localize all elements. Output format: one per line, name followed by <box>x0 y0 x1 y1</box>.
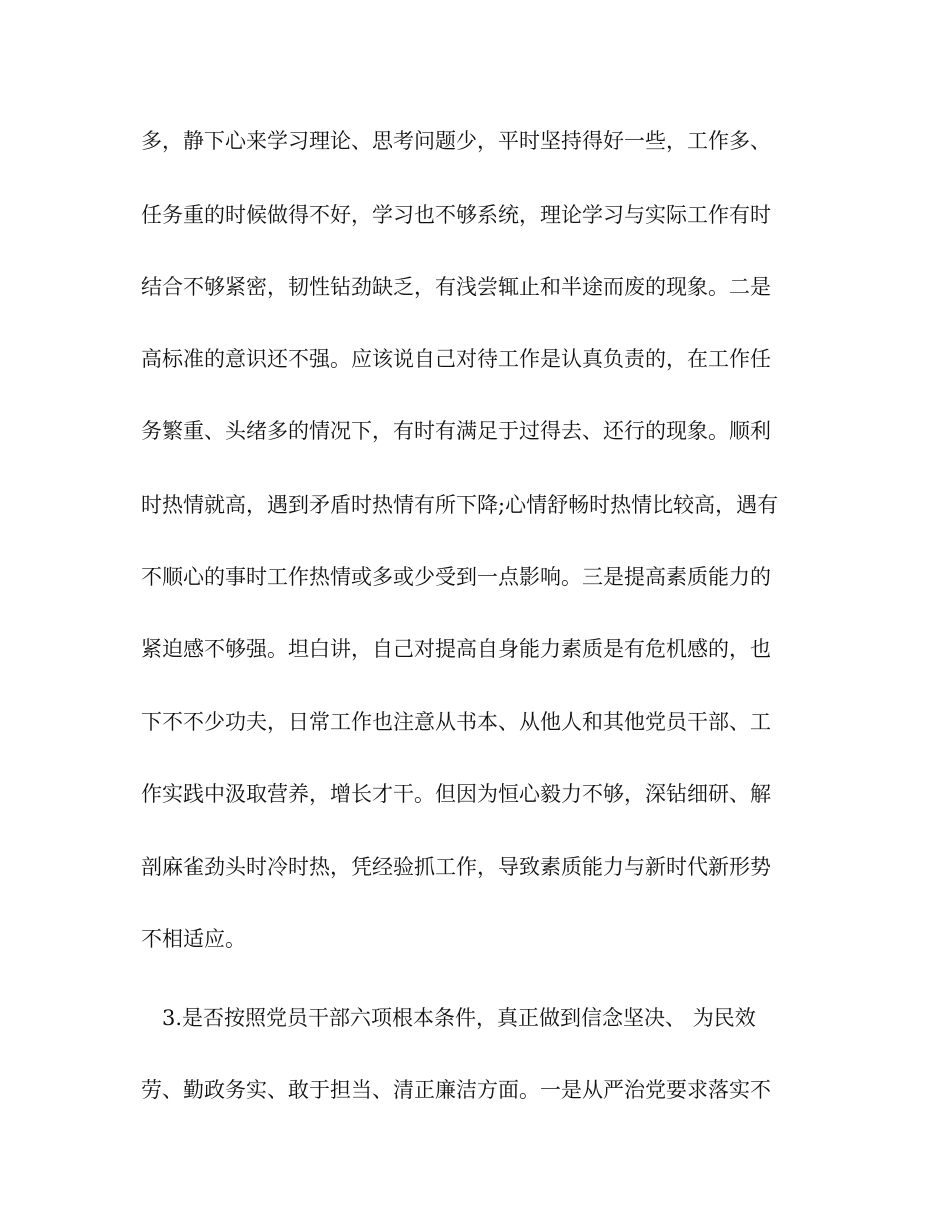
text-line: 时热情就高，遇到矛盾时热情有所下降;心情舒畅时热情比较高，遇有 <box>141 493 779 517</box>
text-line: 剖麻雀劲头时冷时热，凭经验抓工作，导致素质能力与新时代新形势 <box>141 855 771 879</box>
text-line: 不顺心的事时工作热情或多或少受到一点影响。三是提高素质能力的 <box>141 565 771 589</box>
text-line: 劳、勤政务实、敢于担当、清正廉洁方面。一是从严治党要求落实不 <box>141 1078 771 1102</box>
text-line: 务繁重、头绪多的情况下，有时有满足于过得去、还行的现象。顺利 <box>141 419 771 443</box>
text-line: 3.是否按照党员干部六项根本条件，真正做到信念坚决、 为民效 <box>162 1006 756 1030</box>
text-line: 下不不少功夫，日常工作也注意从书本、从他人和其他党员干部、工 <box>141 710 771 734</box>
text-line: 任务重的时候做得不好，学习也不够系统，理论学习与实际工作有时 <box>141 203 771 227</box>
text-line: 紧迫感不够强。坦白讲，自己对提高自身能力素质是有危机感的，也 <box>141 637 771 661</box>
text-line: 不相适应。 <box>141 927 246 951</box>
text-line: 高标准的意识还不强。应该说自己对待工作是认真负责的，在工作任 <box>141 347 771 371</box>
text-line: 多，静下心来学习理论、思考问题少，平时坚持得好一些，工作多、 <box>141 129 771 153</box>
text-line: 作实践中汲取营养，增长才干。但因为恒心毅力不够，深钻细研、解 <box>141 782 771 806</box>
text-line: 结合不够紧密，韧性钻劲缺乏，有浅尝辄止和半途而废的现象。二是 <box>141 275 771 299</box>
